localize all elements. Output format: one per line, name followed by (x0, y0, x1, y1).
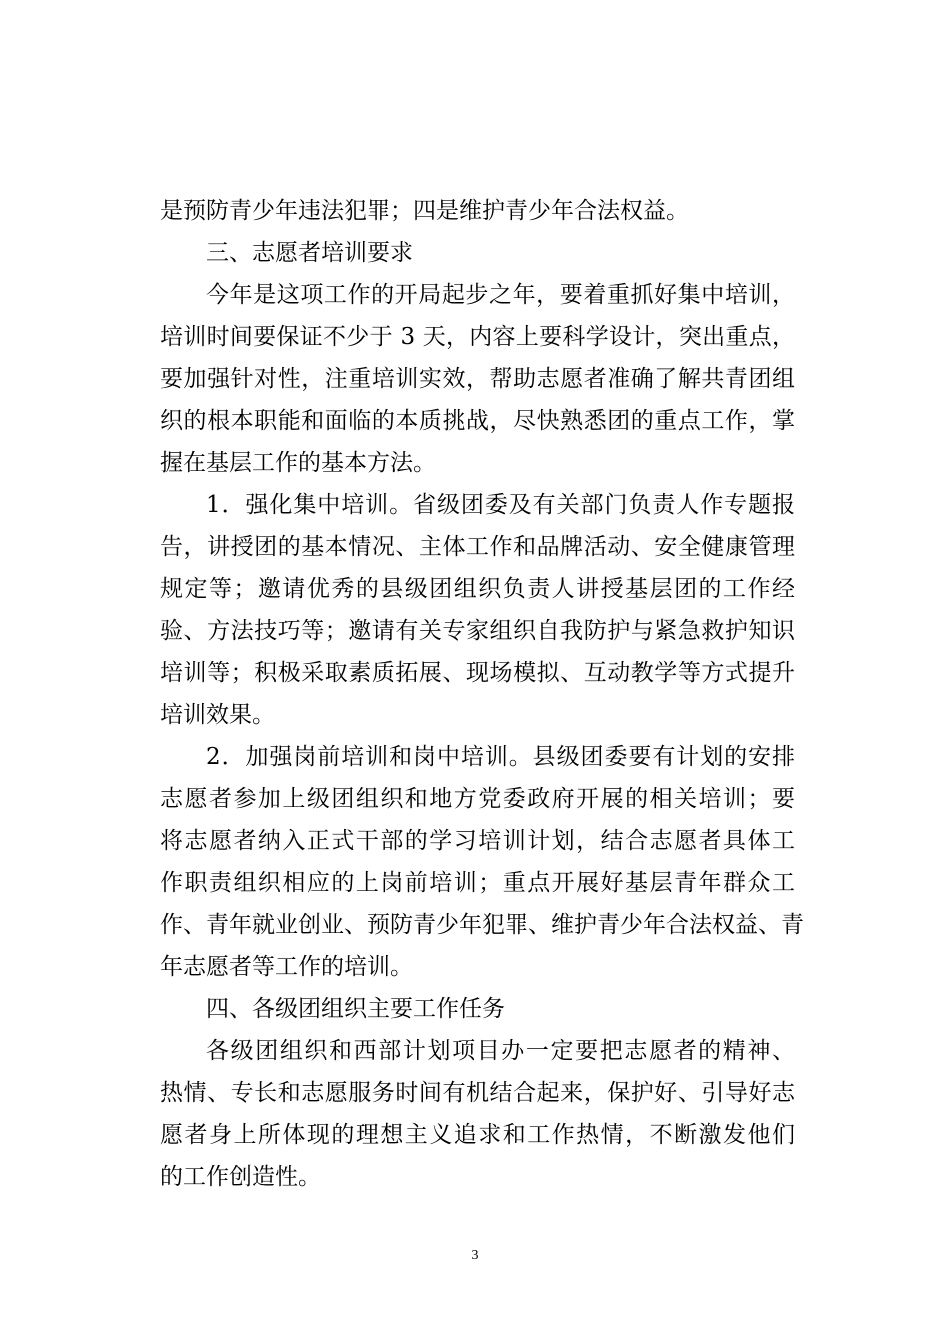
paragraph-line: 规定等；邀请优秀的县级团组织负责人讲授基层团的工作经 (160, 576, 795, 602)
paragraph-line: 验、方法技巧等；邀请有关专家组织自我防护与紧急救护知识 (160, 618, 795, 644)
section-heading-training-requirements: 三、志愿者培训要求 (206, 240, 413, 266)
paragraph-line: 年志愿者等工作的培训。 (160, 954, 413, 980)
paragraph-line: 各级团组织和西部计划项目办一定要把志愿者的精神、 (206, 1038, 795, 1064)
paragraph-line: 作、青年就业创业、预防青少年犯罪、维护青少年合法权益、青 (160, 912, 804, 938)
paragraph-line: 告，讲授团的基本情况、主体工作和品牌活动、安全健康管理 (160, 534, 795, 560)
page-body (160, 190, 804, 1198)
paragraph-line: 握在基层工作的基本方法。 (160, 450, 436, 476)
section-heading-main-tasks: 四、各级团组织主要工作任务 (206, 996, 505, 1022)
paragraph-centralized-training (160, 484, 795, 736)
paragraph-line: 作职责组织相应的上岗前培训；重点开展好基层青年群众工 (160, 870, 795, 896)
paragraph-line: 要加强针对性，注重培训实效，帮助志愿者准确了解共青团组 (160, 366, 795, 392)
paragraph-line: 将志愿者纳入正式干部的学习培训计划，结合志愿者具体工 (160, 828, 795, 854)
paragraph-continuation-line: 是预防青少年违法犯罪；四是维护青少年合法权益。 (160, 198, 689, 224)
paragraph-line: 织的根本职能和面临的本质挑战，尽快熟悉团的重点工作，掌 (160, 408, 795, 434)
paragraph-line: 培训等；积极采取素质拓展、现场模拟、互动教学等方式提升 (160, 660, 795, 686)
paragraph-line: 1．强化集中培训。省级团委及有关部门负责人作专题报 (206, 492, 795, 518)
paragraph-line: 培训时间要保证不少于 3 天，内容上要科学设计，突出重点， (160, 324, 795, 350)
paragraph-line: 志愿者参加上级团组织和地方党委政府开展的相关培训；要 (160, 786, 795, 812)
page-number: 3 (471, 1248, 479, 1263)
paragraph-line: 愿者身上所体现的理想主义追求和工作热情，不断激发他们 (160, 1122, 795, 1148)
paragraph-training-overview (160, 274, 795, 484)
paragraph-on-job-training (160, 736, 804, 988)
paragraph-line: 今年是这项工作的开局起步之年，要着重抓好集中培训， (206, 282, 795, 308)
paragraph-main-tasks (160, 1030, 795, 1198)
paragraph-line: 培训效果。 (160, 702, 275, 728)
paragraph-line: 2．加强岗前培训和岗中培训。县级团委要有计划的安排 (206, 744, 795, 770)
paragraph-line: 热情、专长和志愿服务时间有机结合起来，保护好、引导好志 (160, 1080, 795, 1106)
paragraph-line: 的工作创造性。 (160, 1164, 321, 1190)
